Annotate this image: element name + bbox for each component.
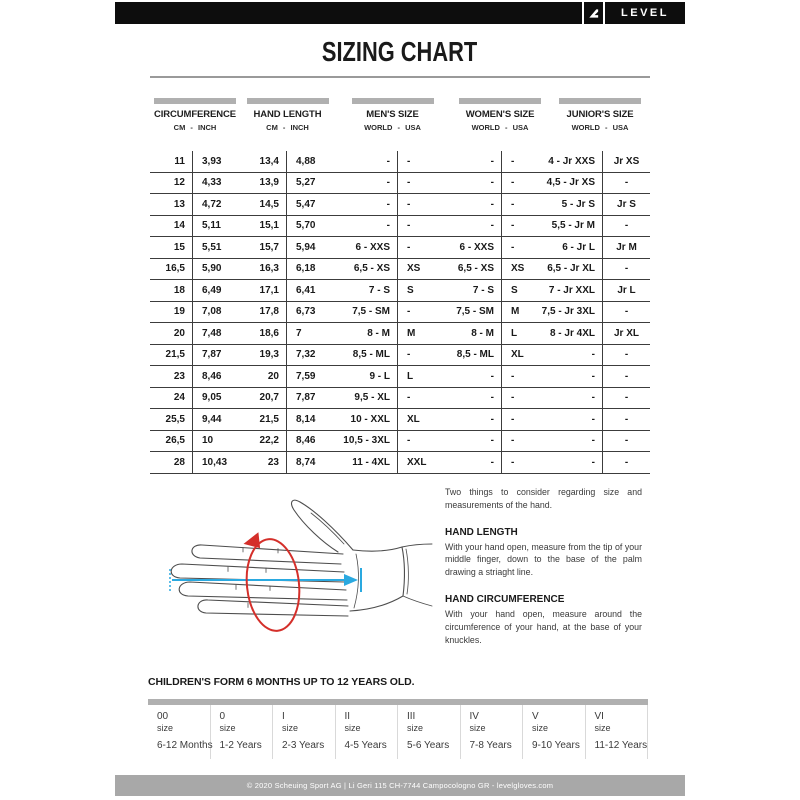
- table-cell: 8,46: [202, 370, 222, 382]
- table-row: [150, 409, 650, 431]
- table-cell: 12: [150, 173, 193, 194]
- table-cell: 8,5 - ML: [335, 345, 398, 366]
- table-cell: 8,46: [296, 435, 316, 447]
- table-row: [150, 216, 650, 238]
- children-size-column: [398, 705, 461, 759]
- page-title: SIZING CHART: [322, 36, 478, 67]
- table-cell: 5,94: [296, 241, 316, 253]
- table-row: [150, 345, 650, 367]
- table-cell: -: [511, 435, 515, 447]
- table-cell: -: [335, 194, 398, 215]
- table-cell: 24: [150, 388, 193, 409]
- column-group-header: [550, 98, 650, 132]
- children-age-range: 7-8 Years: [469, 740, 512, 751]
- table-cell: -: [335, 173, 398, 194]
- table-cell: S: [407, 284, 414, 296]
- children-size-column: [586, 705, 649, 759]
- table-cell: 5,27: [296, 177, 316, 189]
- children-size-label: size: [219, 723, 236, 733]
- table-cell: 7 - S: [450, 280, 502, 301]
- table-cell: 7,48: [202, 327, 222, 339]
- children-size-value: 0: [219, 711, 226, 722]
- children-age-range: 5-6 Years: [407, 740, 450, 751]
- table-cell: 10 - XXL: [335, 409, 398, 430]
- column-group-header: [150, 98, 240, 132]
- children-age-range: 2-3 Years: [282, 740, 325, 751]
- table-cell: 7 - S: [335, 280, 398, 301]
- children-age-range: 1-2 Years: [219, 740, 262, 751]
- table-cell: -: [450, 388, 502, 409]
- table-cell: -: [450, 151, 502, 172]
- footer-bar: [115, 775, 685, 796]
- table-row: [150, 237, 650, 259]
- column-header-bar: [247, 98, 329, 104]
- table-cell: 8 - M: [450, 323, 502, 344]
- table-cell: Jr M: [616, 241, 637, 253]
- column-header-units: CM - INCH: [266, 123, 309, 132]
- children-size-label: size: [344, 723, 361, 733]
- table-cell: 5 - Jr S: [550, 194, 603, 215]
- children-size-column: [523, 705, 586, 759]
- table-cell: 17,8: [240, 302, 287, 323]
- table-cell: -: [335, 216, 398, 237]
- table-row: [150, 366, 650, 388]
- table-cell: Jr XL: [613, 327, 639, 339]
- table-cell: 16,5: [150, 259, 193, 280]
- table-cell: 10,43: [202, 456, 228, 468]
- table-cell: -: [511, 155, 515, 167]
- table-cell: 6,73: [296, 306, 316, 318]
- table-cell: 4,72: [202, 198, 222, 210]
- table-cell: 7,08: [202, 306, 222, 318]
- table-cell: 19,3: [240, 345, 287, 366]
- column-group-header: [335, 98, 450, 132]
- table-cell: 5,51: [202, 241, 222, 253]
- table-cell: 17,1: [240, 280, 287, 301]
- children-size-value: III: [407, 711, 416, 722]
- table-cell: 20,7: [240, 388, 287, 409]
- table-cell: L: [511, 327, 518, 339]
- table-row: [150, 259, 650, 281]
- table-cell: -: [511, 456, 515, 468]
- table-cell: -: [407, 435, 411, 447]
- table-cell: 3,93: [202, 155, 222, 167]
- table-cell: 8,74: [296, 456, 316, 468]
- table-cell: M: [511, 306, 520, 318]
- table-cell: -: [624, 306, 629, 318]
- table-cell: 22,2: [240, 431, 287, 452]
- table-cell: 7 - Jr XXL: [550, 280, 603, 301]
- column-group-header: [450, 98, 550, 132]
- header-bar: [115, 2, 685, 24]
- brand-logo-text: LEVEL: [621, 7, 669, 19]
- footer-text: © 2020 Scheuing Sport AG | Li Geri 115 CH-7744 Campocologno GR - levelgloves.com: [246, 781, 554, 790]
- table-cell: 8,5 - ML: [450, 345, 502, 366]
- column-header-bar: [352, 98, 434, 104]
- table-cell: 5,47: [296, 198, 316, 210]
- table-cell: 4,33: [202, 177, 222, 189]
- measure-info: [445, 486, 642, 646]
- column-header-label: JUNIOR'S SIZE: [566, 109, 634, 120]
- column-header-bar: [559, 98, 641, 104]
- column-header-bar: [154, 98, 236, 104]
- table-cell: Jr L: [617, 284, 636, 296]
- table-cell: -: [407, 392, 411, 404]
- hand-circumference-text: With your hand open, measure around the circumference of your hand, at the base of your knuckles.: [445, 608, 642, 645]
- table-row: [150, 431, 650, 453]
- table-cell: 10: [202, 435, 214, 447]
- table-cell: 6 - Jr L: [550, 237, 603, 258]
- sizing-table-body: [150, 151, 650, 474]
- table-cell: 25,5: [150, 409, 193, 430]
- table-cell: -: [624, 370, 629, 382]
- table-cell: 7,5 - SM: [450, 302, 502, 323]
- title-divider: [150, 76, 650, 78]
- table-cell: -: [624, 456, 629, 468]
- table-cell: 18,6: [240, 323, 287, 344]
- table-cell: 5,90: [202, 263, 222, 275]
- table-cell: 6,5 - XS: [450, 259, 502, 280]
- children-size-value: V: [532, 711, 539, 722]
- children-size-value: I: [282, 711, 285, 722]
- table-cell: -: [511, 241, 515, 253]
- table-cell: XXL: [407, 456, 427, 468]
- table-cell: 13,4: [240, 151, 287, 172]
- table-row: [150, 323, 650, 345]
- table-cell: -: [450, 431, 502, 452]
- table-cell: -: [407, 241, 411, 253]
- table-cell: -: [550, 388, 603, 409]
- table-cell: 9,5 - XL: [335, 388, 398, 409]
- table-cell: -: [407, 198, 411, 210]
- table-cell: 20: [240, 366, 287, 387]
- children-age-range: 6-12 Months: [157, 740, 213, 751]
- table-cell: 4,88: [296, 155, 316, 167]
- table-cell: 15: [150, 237, 193, 258]
- table-cell: 6,49: [202, 284, 222, 296]
- table-cell: -: [450, 216, 502, 237]
- hand-sketch: [171, 500, 432, 616]
- table-cell: 10,5 - 3XL: [335, 431, 398, 452]
- header-bar-strip: [115, 2, 582, 24]
- table-cell: M: [407, 327, 416, 339]
- table-cell: 9 - L: [335, 366, 398, 387]
- table-cell: 6,18: [296, 263, 316, 275]
- children-size-label: size: [407, 723, 424, 733]
- column-header-label: WOMEN'S SIZE: [465, 109, 535, 120]
- sizing-table: [150, 98, 650, 474]
- hand-circumference-heading: HAND CIRCUMFERENCE: [445, 593, 565, 605]
- column-header-label: CIRCUMFERENCE: [153, 109, 237, 120]
- table-cell: 8,14: [296, 413, 316, 425]
- table-cell: -: [550, 409, 603, 430]
- table-cell: -: [407, 220, 411, 232]
- children-size-column: [148, 705, 211, 759]
- table-row: [150, 388, 650, 410]
- table-cell: XL: [511, 349, 524, 361]
- table-cell: -: [511, 198, 515, 210]
- table-cell: 23: [240, 452, 287, 473]
- table-cell: 8 - M: [335, 323, 398, 344]
- table-cell: 14: [150, 216, 193, 237]
- table-cell: -: [624, 177, 629, 189]
- table-cell: 7,32: [296, 349, 316, 361]
- table-cell: 23: [150, 366, 193, 387]
- table-cell: 5,11: [202, 220, 221, 232]
- column-header-units: CM - INCH: [173, 123, 217, 132]
- table-cell: 26,5: [150, 431, 193, 452]
- hand-length-heading: HAND LENGTH: [445, 526, 518, 538]
- children-size-label: size: [157, 723, 174, 733]
- column-header-label: HAND LENGTH: [253, 109, 322, 120]
- sizing-table-header: [150, 98, 650, 132]
- table-cell: 13: [150, 194, 193, 215]
- table-cell: L: [407, 370, 414, 382]
- table-cell: -: [407, 177, 411, 189]
- table-cell: -: [624, 263, 629, 275]
- table-row: [150, 194, 650, 216]
- table-cell: 4,5 - Jr XS: [550, 173, 603, 194]
- children-size-label: size: [532, 723, 549, 733]
- table-cell: -: [550, 345, 603, 366]
- table-cell: XS: [407, 263, 421, 275]
- table-cell: 21,5: [150, 345, 193, 366]
- table-cell: -: [335, 151, 398, 172]
- table-cell: 5,5 - Jr M: [550, 216, 603, 237]
- table-cell: -: [407, 306, 411, 318]
- children-size-column: [211, 705, 274, 759]
- table-cell: -: [450, 173, 502, 194]
- table-cell: Jr XS: [613, 155, 640, 167]
- table-cell: 7,87: [296, 392, 316, 404]
- table-cell: 8 - Jr 4XL: [550, 323, 603, 344]
- table-cell: -: [450, 194, 502, 215]
- table-row: [150, 173, 650, 195]
- table-cell: 7,5 - SM: [335, 302, 398, 323]
- table-cell: 7,59: [296, 370, 316, 382]
- children-size-label: size: [469, 723, 486, 733]
- children-size-label: size: [594, 723, 611, 733]
- table-cell: -: [624, 349, 629, 361]
- table-cell: 7: [296, 327, 302, 339]
- level-mark-icon: [584, 2, 603, 24]
- children-size-value: 00: [157, 711, 169, 722]
- table-cell: 18: [150, 280, 193, 301]
- children-size-column: [461, 705, 524, 759]
- table-cell: -: [450, 452, 502, 473]
- table-cell: S: [511, 284, 518, 296]
- table-cell: 4 - Jr XXS: [550, 151, 603, 172]
- column-header-label: MEN'S SIZE: [366, 109, 419, 120]
- table-cell: -: [511, 392, 515, 404]
- table-cell: 5,70: [296, 220, 316, 232]
- table-cell: 21,5: [240, 409, 287, 430]
- children-size-column: [336, 705, 399, 759]
- hand-length-text: With your hand open, measure from the tip of your middle finger, down to the base of the palm drawing a striaght line.: [445, 541, 642, 578]
- table-cell: -: [550, 431, 603, 452]
- table-cell: -: [511, 413, 515, 425]
- hand-illustration: [148, 494, 433, 664]
- column-header-units: WORLD - USA: [471, 123, 529, 132]
- table-cell: 7,87: [202, 349, 222, 361]
- column-header-units: WORLD - USA: [571, 123, 629, 132]
- table-row: [150, 452, 650, 474]
- table-row: [150, 302, 650, 324]
- children-size-table: [148, 705, 648, 759]
- table-cell: -: [450, 409, 502, 430]
- table-cell: 14,5: [240, 194, 287, 215]
- table-cell: -: [407, 349, 411, 361]
- table-cell: 28: [150, 452, 193, 473]
- table-cell: -: [624, 413, 629, 425]
- children-age-range: 9-10 Years: [532, 740, 580, 751]
- table-cell: 13,9: [240, 173, 287, 194]
- table-cell: 6 - XXS: [335, 237, 398, 258]
- table-cell: 6,5 - XS: [335, 259, 398, 280]
- table-cell: -: [550, 452, 603, 473]
- table-row: [150, 151, 650, 173]
- column-header-units: WORLD - USA: [364, 123, 421, 132]
- table-cell: -: [511, 220, 515, 232]
- table-cell: -: [407, 155, 411, 167]
- table-cell: -: [511, 177, 515, 189]
- table-cell: 15,7: [240, 237, 287, 258]
- table-cell: 15,1: [240, 216, 287, 237]
- children-age-range: 11-12 Years: [594, 740, 648, 751]
- column-group-header: [240, 98, 335, 132]
- table-cell: 19: [150, 302, 193, 323]
- children-size-value: VI: [594, 711, 604, 722]
- table-cell: 11: [150, 151, 193, 172]
- table-cell: 11 - 4XL: [335, 452, 398, 473]
- table-cell: -: [624, 435, 629, 447]
- table-cell: 9,05: [202, 392, 222, 404]
- table-cell: Jr S: [617, 198, 636, 210]
- table-row: [150, 280, 650, 302]
- table-cell: -: [511, 370, 515, 382]
- table-cell: 7,5 - Jr 3XL: [550, 302, 603, 323]
- children-size-label: size: [282, 723, 299, 733]
- children-size-column: [273, 705, 336, 759]
- children-age-range: 4-5 Years: [344, 740, 387, 751]
- table-cell: XS: [511, 263, 525, 275]
- table-cell: -: [550, 366, 603, 387]
- children-size-value: IV: [469, 711, 479, 722]
- table-cell: 16,3: [240, 259, 287, 280]
- table-cell: -: [624, 220, 629, 232]
- table-cell: 20: [150, 323, 193, 344]
- table-cell: 9,44: [202, 413, 222, 425]
- children-heading: CHILDREN'S FORM 6 MONTHS UP TO 12 YEARS OLD.: [148, 676, 415, 688]
- table-cell: XL: [407, 413, 420, 425]
- table-cell: 6,41: [296, 284, 316, 296]
- table-cell: -: [450, 366, 502, 387]
- table-cell: -: [624, 392, 629, 404]
- table-cell: 6,5 - Jr XL: [550, 259, 603, 280]
- measure-intro: Two things to consider regarding size and measurements of the hand.: [445, 487, 642, 510]
- children-size-value: II: [344, 711, 351, 722]
- brand-logo: [605, 2, 685, 24]
- table-cell: 6 - XXS: [450, 237, 502, 258]
- column-header-bar: [459, 98, 541, 104]
